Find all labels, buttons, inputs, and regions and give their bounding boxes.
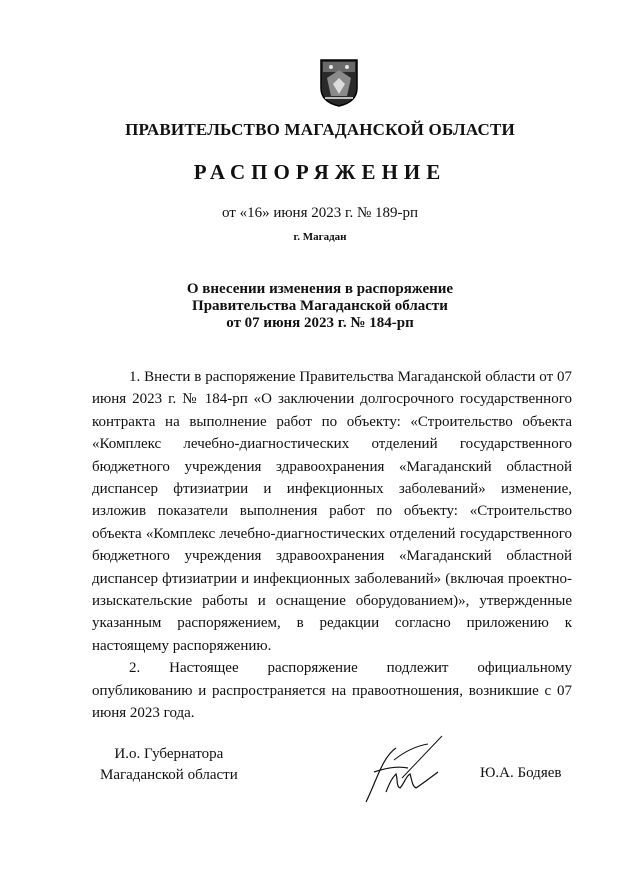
date-and-number: от «16» июня 2023 г. № 189-рп	[221, 205, 419, 221]
subject-line: от 07 июня 2023 г. № 184-рп	[226, 315, 414, 331]
paragraph-2: 2. Настоящее распоряжение подлежит официальному опубликованию и распространяется на правоотношения, возникшие с 07 июня 2023 года.	[92, 660, 572, 722]
subject-line: О внесении изменения в распоряжение	[186, 281, 454, 297]
position-line: И.о. Губернатора	[114, 746, 224, 762]
signatory-name: Ю.А. Бодяев	[480, 765, 562, 781]
coat-of-arms-icon	[319, 58, 359, 108]
subject-block	[0, 281, 640, 332]
handwritten-signature-icon	[346, 730, 456, 810]
signatory-position	[100, 744, 238, 786]
organization-title: ПРАВИТЕЛЬСТВО МАГАДАНСКОЙ ОБЛАСТИ	[125, 120, 515, 139]
city: г. Магадан	[293, 231, 347, 243]
document-type: РАСПОРЯЖЕНИЕ	[193, 160, 447, 184]
document-body	[92, 366, 572, 725]
subject-line: Правительства Магаданской области	[192, 298, 448, 314]
position-line: Магаданской области	[100, 767, 238, 783]
paragraph-1: 1. Внести в распоряжение Правительства Магаданской области от 07 июня 2023 г. № 184-рп «О заключении долгосрочного государственного контракта на выполнение работ по объекту: «Строительство объекта «Комплекс лечебно-диагностических отделений государственного бюджетного учреждения здравоохранения «Магаданский областной диспансер фтизиатрии и инфекционных заболеваний» изменение, изложив показатели выполнения работ по объекту: «Строительство объекта «Комплекс лечебно-диагностических отделений государственного бюджетного учреждения здравоохранения «Магаданский областной диспансер фтизиатрии и инфекционных заболеваний» (включая проектно-изыскательские работы и оснащение оборудованием)», утвержденные указанным распоряжением, в редакции согласно приложению к настоящему распоряжению.	[92, 369, 572, 654]
